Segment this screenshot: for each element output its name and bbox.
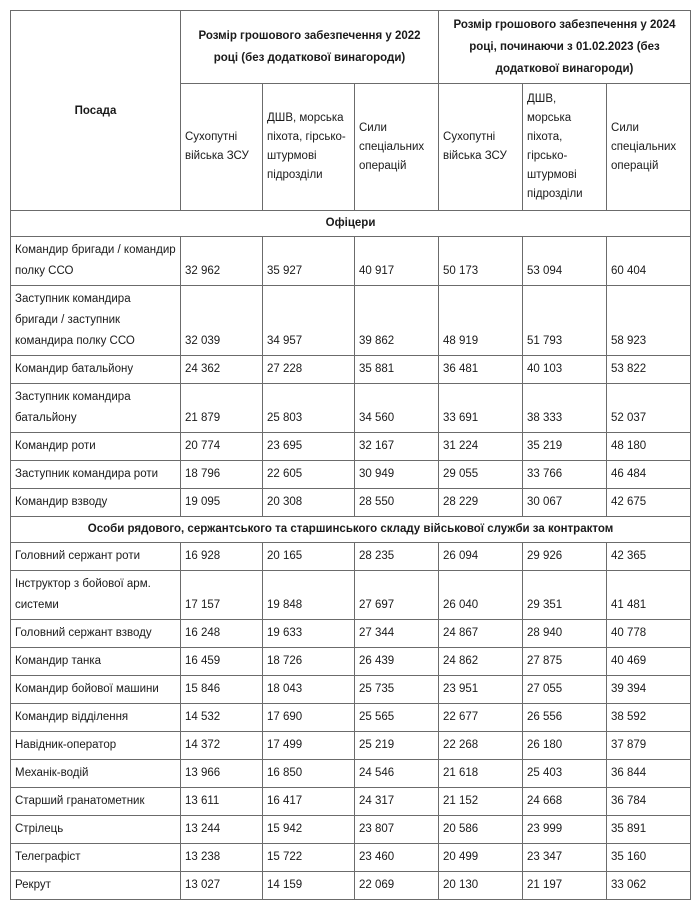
salary-cell: 40 778 (607, 620, 691, 648)
section-header-row (11, 517, 691, 543)
position-column-header: Посада (11, 11, 181, 211)
salary-cell: 29 055 (439, 461, 523, 489)
salary-cell: 22 677 (439, 704, 523, 732)
salary-cell: 17 157 (181, 571, 263, 620)
table-row (11, 433, 691, 461)
salary-cell: 24 362 (181, 356, 263, 384)
salary-cell: 24 668 (523, 788, 607, 816)
salary-cell: 24 867 (439, 620, 523, 648)
salary-cell: 16 459 (181, 648, 263, 676)
period-2022-header: Розмір грошового забезпечення у 2022 році (без додаткової винагороди) (181, 11, 439, 84)
salary-cell: 53 094 (523, 237, 607, 286)
sub-header-2024-ground: Сухопутні війська ЗСУ (439, 84, 523, 211)
salary-cell: 16 248 (181, 620, 263, 648)
salary-cell: 38 592 (607, 704, 691, 732)
table-row (11, 356, 691, 384)
salary-cell: 23 695 (263, 433, 355, 461)
salary-cell: 13 244 (181, 816, 263, 844)
salary-cell: 26 556 (523, 704, 607, 732)
salary-cell: 34 560 (355, 384, 439, 433)
salary-cell: 31 224 (439, 433, 523, 461)
table-row (11, 704, 691, 732)
salary-cell: 29 351 (523, 571, 607, 620)
position-cell: Заступник командира бригади / заступник командира полку ССО (11, 286, 181, 356)
salary-cell: 27 344 (355, 620, 439, 648)
salary-cell: 32 962 (181, 237, 263, 286)
salary-cell: 33 691 (439, 384, 523, 433)
salary-cell: 51 793 (523, 286, 607, 356)
table-row (11, 286, 691, 356)
sub-header-2024-special: Сили спеціальних операцій (607, 84, 691, 211)
salary-cell: 13 238 (181, 844, 263, 872)
position-cell: Навідник-оператор (11, 732, 181, 760)
salary-cell: 16 417 (263, 788, 355, 816)
salary-cell: 17 690 (263, 704, 355, 732)
position-cell: Командир батальйону (11, 356, 181, 384)
salary-cell: 16 850 (263, 760, 355, 788)
period-2024-header: Розмір грошового забезпечення у 2024 році, починаючи з 01.02.2023 (без додаткової винагороди) (439, 11, 691, 84)
salary-cell: 25 565 (355, 704, 439, 732)
position-cell: Головний сержант взводу (11, 620, 181, 648)
salary-cell: 27 875 (523, 648, 607, 676)
salary-cell: 32 039 (181, 286, 263, 356)
position-cell: Рекрут (11, 872, 181, 900)
table-row (11, 620, 691, 648)
salary-cell: 26 180 (523, 732, 607, 760)
salary-cell: 26 094 (439, 543, 523, 571)
salary-cell: 21 197 (523, 872, 607, 900)
salary-cell: 16 928 (181, 543, 263, 571)
table-row (11, 732, 691, 760)
table-row (11, 237, 691, 286)
salary-cell: 20 130 (439, 872, 523, 900)
salary-cell: 36 844 (607, 760, 691, 788)
table-row (11, 543, 691, 571)
salary-cell: 23 347 (523, 844, 607, 872)
salary-cell: 20 774 (181, 433, 263, 461)
salary-cell: 20 308 (263, 489, 355, 517)
salary-cell: 35 881 (355, 356, 439, 384)
salary-cell: 15 846 (181, 676, 263, 704)
sub-header-2024-airborne: ДШВ, морська піхота, гірсько-штурмові підрозділи (523, 84, 607, 211)
salary-cell: 27 055 (523, 676, 607, 704)
salary-cell: 13 966 (181, 760, 263, 788)
salary-cell: 20 165 (263, 543, 355, 571)
position-cell: Головний сержант роти (11, 543, 181, 571)
position-cell: Командир бойової машини (11, 676, 181, 704)
table-row (11, 676, 691, 704)
salary-cell: 15 942 (263, 816, 355, 844)
salary-cell: 37 879 (607, 732, 691, 760)
salary-cell: 18 796 (181, 461, 263, 489)
salary-cell: 32 167 (355, 433, 439, 461)
salary-cell: 21 879 (181, 384, 263, 433)
salary-cell: 41 481 (607, 571, 691, 620)
salary-cell: 18 043 (263, 676, 355, 704)
salary-cell: 28 229 (439, 489, 523, 517)
salary-cell: 33 062 (607, 872, 691, 900)
salary-cell: 30 949 (355, 461, 439, 489)
salary-cell: 19 633 (263, 620, 355, 648)
salary-cell: 52 037 (607, 384, 691, 433)
section-title: Офіцери (11, 211, 691, 237)
salary-cell: 25 803 (263, 384, 355, 433)
salary-cell: 23 999 (523, 816, 607, 844)
salary-cell: 26 439 (355, 648, 439, 676)
table-row (11, 384, 691, 433)
position-cell: Механік-водій (11, 760, 181, 788)
table-row (11, 648, 691, 676)
position-cell: Командир взводу (11, 489, 181, 517)
salary-cell: 46 484 (607, 461, 691, 489)
salary-cell: 48 180 (607, 433, 691, 461)
salary-cell: 23 951 (439, 676, 523, 704)
salary-cell: 35 927 (263, 237, 355, 286)
position-cell: Командир роти (11, 433, 181, 461)
salary-cell: 21 152 (439, 788, 523, 816)
salary-cell: 50 173 (439, 237, 523, 286)
table-row (11, 489, 691, 517)
table-row (11, 788, 691, 816)
salary-cell: 35 160 (607, 844, 691, 872)
salary-cell: 21 618 (439, 760, 523, 788)
salary-cell: 48 919 (439, 286, 523, 356)
salary-cell: 17 499 (263, 732, 355, 760)
salary-cell: 28 940 (523, 620, 607, 648)
table-row (11, 844, 691, 872)
position-cell: Стрілець (11, 816, 181, 844)
salary-cell: 36 784 (607, 788, 691, 816)
salary-cell: 22 605 (263, 461, 355, 489)
table-row (11, 461, 691, 489)
salary-cell: 22 069 (355, 872, 439, 900)
sub-header-2022-special: Сили спеціальних операцій (355, 84, 439, 211)
header-row-main (11, 11, 691, 84)
salary-cell: 35 219 (523, 433, 607, 461)
salary-cell: 27 228 (263, 356, 355, 384)
salary-cell: 40 103 (523, 356, 607, 384)
salary-cell: 25 403 (523, 760, 607, 788)
salary-cell: 23 807 (355, 816, 439, 844)
salary-cell: 42 365 (607, 543, 691, 571)
salary-cell: 38 333 (523, 384, 607, 433)
position-cell: Заступник командира батальйону (11, 384, 181, 433)
salary-cell: 18 726 (263, 648, 355, 676)
salary-cell: 40 469 (607, 648, 691, 676)
position-cell: Заступник командира роти (11, 461, 181, 489)
position-cell: Старший гранатометник (11, 788, 181, 816)
position-cell: Командир відділення (11, 704, 181, 732)
salary-table (10, 10, 691, 900)
section-header-row (11, 211, 691, 237)
salary-cell: 39 394 (607, 676, 691, 704)
salary-cell: 42 675 (607, 489, 691, 517)
salary-cell: 35 891 (607, 816, 691, 844)
salary-cell: 26 040 (439, 571, 523, 620)
salary-cell: 29 926 (523, 543, 607, 571)
table-row (11, 816, 691, 844)
salary-cell: 15 722 (263, 844, 355, 872)
salary-cell: 34 957 (263, 286, 355, 356)
salary-cell: 25 735 (355, 676, 439, 704)
salary-cell: 60 404 (607, 237, 691, 286)
section-title: Особи рядового, сержантського та старшинського складу військової служби за контрактом (11, 517, 691, 543)
salary-cell: 14 159 (263, 872, 355, 900)
position-cell: Командир танка (11, 648, 181, 676)
salary-cell: 14 372 (181, 732, 263, 760)
position-cell: Телеграфіст (11, 844, 181, 872)
salary-cell: 23 460 (355, 844, 439, 872)
table-row (11, 571, 691, 620)
salary-cell: 13 027 (181, 872, 263, 900)
salary-cell: 40 917 (355, 237, 439, 286)
salary-cell: 24 317 (355, 788, 439, 816)
salary-cell: 33 766 (523, 461, 607, 489)
position-cell: Інструктор з бойової арм. системи (11, 571, 181, 620)
salary-cell: 19 848 (263, 571, 355, 620)
sub-header-2022-ground: Сухопутні війська ЗСУ (181, 84, 263, 211)
table-body (11, 211, 691, 900)
sub-header-2022-airborne: ДШВ, морська піхота, гірсько-штурмові підрозділи (263, 84, 355, 211)
salary-cell: 22 268 (439, 732, 523, 760)
salary-cell: 30 067 (523, 489, 607, 517)
salary-cell: 13 611 (181, 788, 263, 816)
salary-cell: 58 923 (607, 286, 691, 356)
salary-cell: 20 499 (439, 844, 523, 872)
salary-cell: 19 095 (181, 489, 263, 517)
salary-cell: 25 219 (355, 732, 439, 760)
salary-cell: 53 822 (607, 356, 691, 384)
salary-cell: 39 862 (355, 286, 439, 356)
salary-cell: 36 481 (439, 356, 523, 384)
position-cell: Командир бригади / командир полку ССО (11, 237, 181, 286)
table-row (11, 872, 691, 900)
salary-cell: 24 862 (439, 648, 523, 676)
salary-cell: 14 532 (181, 704, 263, 732)
salary-cell: 28 235 (355, 543, 439, 571)
salary-cell: 20 586 (439, 816, 523, 844)
table-row (11, 760, 691, 788)
salary-cell: 28 550 (355, 489, 439, 517)
salary-cell: 24 546 (355, 760, 439, 788)
salary-cell: 27 697 (355, 571, 439, 620)
